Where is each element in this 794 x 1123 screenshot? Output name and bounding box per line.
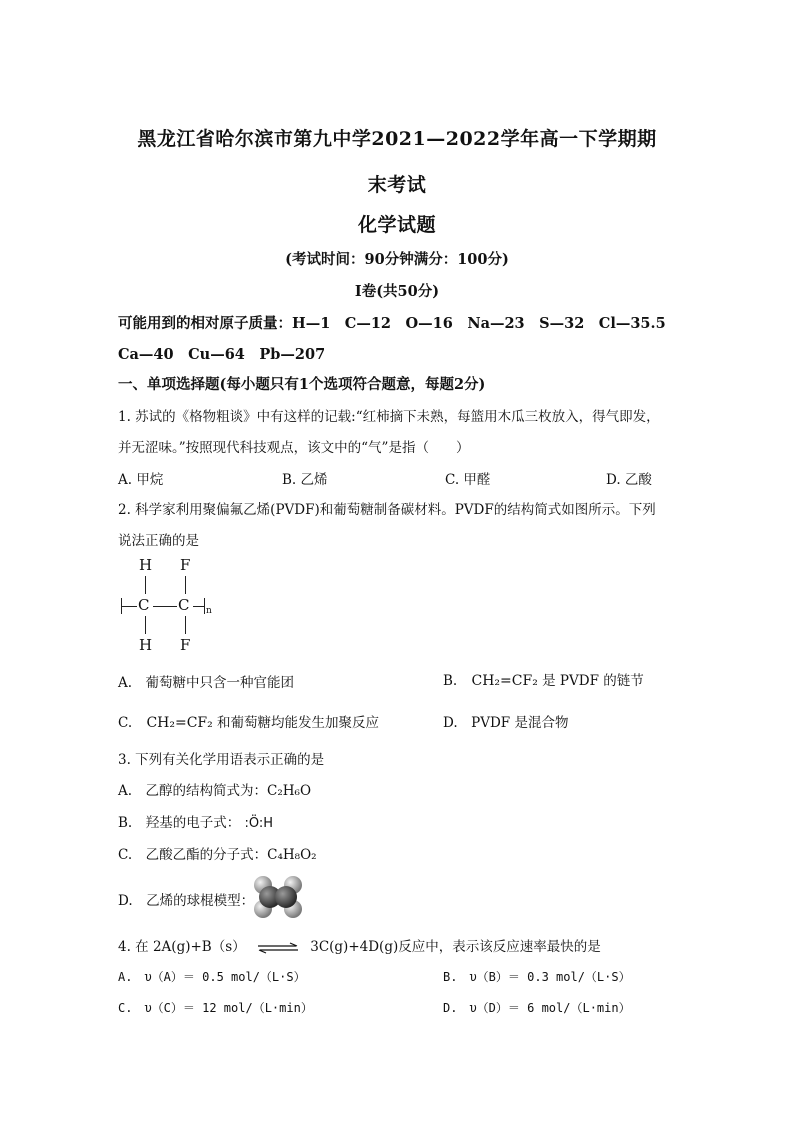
question-1-option-a: A. 甲烷 (118, 472, 164, 488)
option-b-label: B. 羟基的电子式： (118, 815, 241, 831)
document-title-line1: 黑龙江省哈尔滨市第九中学2021—2022学年高一下学期期 (137, 128, 657, 150)
struct-bond-top-right (185, 576, 186, 594)
pvdf-structure-diagram (118, 556, 228, 656)
struct-bracket-right (204, 598, 205, 614)
struct-top-h: H (139, 556, 153, 574)
question-1-text-line1: 1. 苏试的《格物粗谈》中有这样的记载:“红柿摘下未熟，每篮用木瓜三枚放入，得气即发， (118, 409, 660, 425)
struct-bond-bottom-right (185, 616, 186, 634)
question-1-option-b: B. 乙烯 (282, 472, 328, 488)
question-3-text: 3. 下列有关化学用语表示正确的是 (118, 752, 325, 768)
document-title-line2: 末考试 (367, 174, 427, 196)
struct-bottom-f: F (180, 636, 191, 654)
struct-bond-bottom-left (145, 616, 146, 634)
struct-carbon-2: C (178, 596, 190, 614)
question-4-suffix: 3C(g)+4D(g)反应中，表示该反应速率最快的是 (310, 939, 601, 955)
question-2-text-line2: 说法正确的是 (118, 533, 199, 549)
question-1-option-d: D. 乙酸 (606, 472, 652, 488)
section-heading: 一、单项选择题(每小题只有1个选项符合题意，每题2分) (118, 376, 486, 393)
question-4-text (118, 935, 601, 955)
question-3-option-d: D. 乙烯的球棍模型： (118, 893, 255, 909)
question-2-option-d: D. PVDF 是混合物 (443, 715, 569, 731)
option-b-label: B. (443, 673, 458, 689)
subject-title: 化学试题 (357, 214, 436, 236)
reversible-arrow-icon (256, 942, 300, 954)
question-1-text-line2: 并无涩味。”按照现代科技观点，该文中的“气”是指（ ） (118, 440, 470, 456)
question-2-option-c (118, 711, 379, 731)
struct-bond-cc (153, 606, 177, 607)
atomic-mass-line2: Ca—40 Cu—64 Pb—207 (118, 346, 326, 363)
question-3-option-b (118, 811, 273, 831)
option-c-label: C. (118, 715, 133, 731)
hydroxyl-electron-formula: :Ö:H (244, 816, 274, 831)
struct-bond-left (121, 606, 137, 607)
option-c-formula: CH₂=CF₂ (146, 715, 213, 731)
struct-top-f: F (180, 556, 191, 574)
struct-bottom-h: H (139, 636, 153, 654)
ethylene-ball-stick-model-image (250, 875, 306, 919)
question-4-option-c: C. υ（C）＝ 12 mol/（L·min） (118, 1001, 313, 1015)
atomic-mass-line1: 可能用到的相对原子质量：H—1 C—12 O—16 Na—23 S—32 Cl—35.5 (118, 315, 666, 332)
question-2-option-b (443, 669, 644, 689)
question-2-option-a: A. 葡萄糖中只含一种官能团 (118, 675, 295, 691)
question-3-option-a: A. 乙醇的结构简式为：C₂H₆O (118, 783, 312, 799)
question-4-option-d: D. υ（D）＝ 6 mol/（L·min） (443, 1001, 631, 1015)
question-4-option-a: A. υ（A）＝ 0.5 mol/（L·S） (118, 970, 306, 984)
question-4-option-b: B. υ（B）＝ 0.3 mol/（L·S） (443, 970, 631, 984)
option-c-suffix: 和葡萄糖均能发生加聚反应 (217, 715, 380, 731)
struct-subscript-n: n (206, 606, 212, 616)
question-4-prefix: 4. 在 2A(g)+B（s） (118, 939, 246, 955)
struct-bond-top-left (145, 576, 146, 594)
exam-info: (考试时间：90分钟满分：100分) (285, 251, 509, 268)
struct-carbon-1: C (138, 596, 150, 614)
question-2-text-line1: 2. 科学家利用聚偏氟乙烯(PVDF)和葡萄糖制备碳材料。PVDF的结构简式如图所示。下列 (118, 502, 656, 518)
volume-heading: I卷(共50分) (354, 283, 440, 300)
question-3-option-c: C. 乙酸乙酯的分子式：C₄H₈O₂ (118, 847, 317, 863)
question-1-option-c: C. 甲醛 (445, 472, 491, 488)
option-b-formula: CH₂=CF₂ (471, 673, 538, 689)
option-b-suffix: 是 PVDF 的链节 (542, 673, 644, 689)
